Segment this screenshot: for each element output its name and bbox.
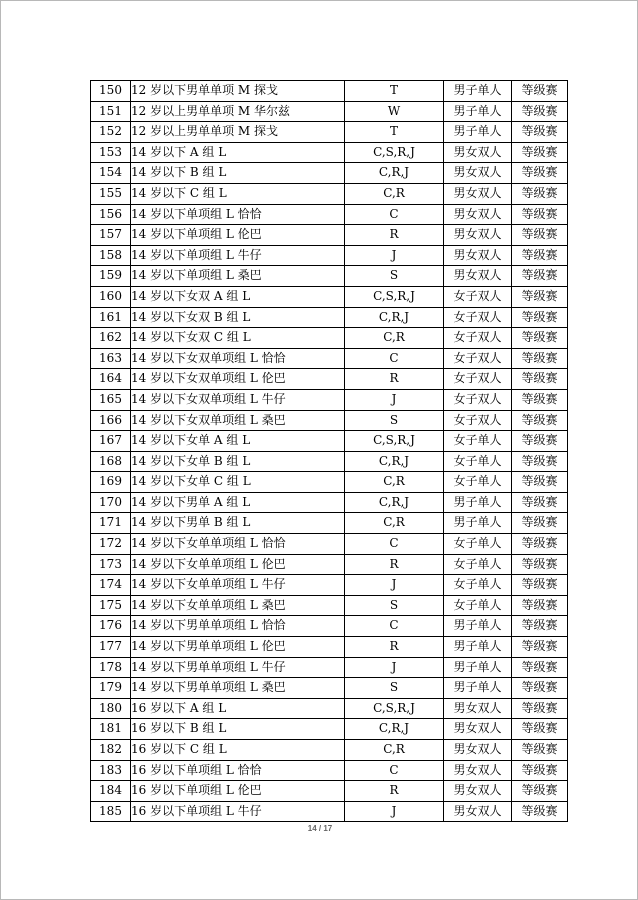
table-row — [91, 307, 568, 328]
event-number-cell: 182 — [91, 740, 131, 761]
competition-level-cell: 等级赛 — [512, 101, 568, 122]
dances-cell: J — [345, 657, 444, 678]
dances-cell: C,R,J — [345, 163, 444, 184]
competition-level-cell: 等级赛 — [512, 760, 568, 781]
table-row — [91, 492, 568, 513]
table-row — [91, 740, 568, 761]
dances-cell: C,S,R,J — [345, 698, 444, 719]
dances-cell: C,R,J — [345, 719, 444, 740]
table-row — [91, 410, 568, 431]
competition-level-cell: 等级赛 — [512, 678, 568, 699]
competition-level-cell: 等级赛 — [512, 637, 568, 658]
entry-type-cell: 男子单人 — [444, 678, 512, 699]
event-name-cell: 14 岁以下男单单项组 L 恰恰 — [131, 616, 345, 637]
event-name-cell: 14 岁以下单项组 L 牛仔 — [131, 245, 345, 266]
table-row — [91, 431, 568, 452]
event-name-cell: 14 岁以下女单单项组 L 牛仔 — [131, 575, 345, 596]
event-name-cell: 16 岁以下单项组 L 伦巴 — [131, 781, 345, 802]
table-row — [91, 472, 568, 493]
event-number-cell: 164 — [91, 369, 131, 390]
entry-type-cell: 女子单人 — [444, 431, 512, 452]
competition-level-cell: 等级赛 — [512, 410, 568, 431]
entry-type-cell: 男子单人 — [444, 122, 512, 143]
table-row — [91, 595, 568, 616]
dances-cell: J — [345, 575, 444, 596]
entry-type-cell: 女子单人 — [444, 451, 512, 472]
entry-type-cell: 男女双人 — [444, 204, 512, 225]
event-name-cell: 16 岁以下单项组 L 恰恰 — [131, 760, 345, 781]
entry-type-cell: 女子单人 — [444, 595, 512, 616]
competition-level-cell: 等级赛 — [512, 451, 568, 472]
event-name-cell: 14 岁以下单项组 L 恰恰 — [131, 204, 345, 225]
competition-level-cell: 等级赛 — [512, 513, 568, 534]
event-name-cell: 14 岁以下女双单项组 L 恰恰 — [131, 348, 345, 369]
event-number-cell: 155 — [91, 183, 131, 204]
event-name-cell: 14 岁以下女单单项组 L 伦巴 — [131, 554, 345, 575]
event-name-cell: 14 岁以下女双 C 组 L — [131, 328, 345, 349]
entry-type-cell: 男女双人 — [444, 266, 512, 287]
dances-cell: J — [345, 389, 444, 410]
entry-type-cell: 男子单人 — [444, 513, 512, 534]
event-name-cell: 12 岁以上男单单项 M 华尔兹 — [131, 101, 345, 122]
event-number-cell: 174 — [91, 575, 131, 596]
dances-cell: S — [345, 266, 444, 287]
event-number-cell: 170 — [91, 492, 131, 513]
event-number-cell: 175 — [91, 595, 131, 616]
event-number-cell: 153 — [91, 142, 131, 163]
competition-level-cell: 等级赛 — [512, 431, 568, 452]
entry-type-cell: 男女双人 — [444, 801, 512, 822]
table-row — [91, 698, 568, 719]
event-number-cell: 176 — [91, 616, 131, 637]
entry-type-cell: 女子单人 — [444, 472, 512, 493]
event-number-cell: 169 — [91, 472, 131, 493]
table-row — [91, 245, 568, 266]
competition-level-cell: 等级赛 — [512, 781, 568, 802]
competition-level-cell: 等级赛 — [512, 698, 568, 719]
event-number-cell: 152 — [91, 122, 131, 143]
competition-level-cell: 等级赛 — [512, 348, 568, 369]
event-number-cell: 168 — [91, 451, 131, 472]
event-number-cell: 178 — [91, 657, 131, 678]
event-name-cell: 14 岁以下单项组 L 伦巴 — [131, 225, 345, 246]
event-number-cell: 184 — [91, 781, 131, 802]
competition-level-cell: 等级赛 — [512, 266, 568, 287]
event-number-cell: 180 — [91, 698, 131, 719]
table-row — [91, 637, 568, 658]
competition-level-cell: 等级赛 — [512, 369, 568, 390]
competition-level-cell: 等级赛 — [512, 245, 568, 266]
table-row — [91, 266, 568, 287]
entry-type-cell: 女子双人 — [444, 348, 512, 369]
dances-cell: T — [345, 122, 444, 143]
event-name-cell: 14 岁以下女双 B 组 L — [131, 307, 345, 328]
table-row — [91, 513, 568, 534]
entry-type-cell: 男子单人 — [444, 492, 512, 513]
event-name-cell: 14 岁以下 A 组 L — [131, 142, 345, 163]
competition-level-cell: 等级赛 — [512, 81, 568, 102]
dances-cell: R — [345, 225, 444, 246]
event-name-cell: 16 岁以下单项组 L 牛仔 — [131, 801, 345, 822]
entry-type-cell: 女子双人 — [444, 410, 512, 431]
dances-cell: C,R — [345, 472, 444, 493]
event-name-cell: 16 岁以下 A 组 L — [131, 698, 345, 719]
dances-cell: C,S,R,J — [345, 286, 444, 307]
entry-type-cell: 男子单人 — [444, 81, 512, 102]
competition-level-cell: 等级赛 — [512, 801, 568, 822]
event-number-cell: 154 — [91, 163, 131, 184]
entry-type-cell: 男女双人 — [444, 142, 512, 163]
table-row — [91, 163, 568, 184]
competition-level-cell: 等级赛 — [512, 122, 568, 143]
entry-type-cell: 女子双人 — [444, 286, 512, 307]
dances-cell: J — [345, 801, 444, 822]
event-name-cell: 14 岁以下男单 A 组 L — [131, 492, 345, 513]
entry-type-cell: 女子单人 — [444, 534, 512, 555]
event-name-cell: 14 岁以下男单单项组 L 伦巴 — [131, 637, 345, 658]
table-row — [91, 348, 568, 369]
dances-cell: R — [345, 369, 444, 390]
entry-type-cell: 女子双人 — [444, 389, 512, 410]
event-number-cell: 160 — [91, 286, 131, 307]
entry-type-cell: 男女双人 — [444, 183, 512, 204]
dances-cell: C — [345, 534, 444, 555]
event-name-cell: 14 岁以下女单 C 组 L — [131, 472, 345, 493]
event-number-cell: 165 — [91, 389, 131, 410]
event-name-cell: 12 岁以上男单单项 M 探戈 — [131, 122, 345, 143]
competition-level-cell: 等级赛 — [512, 225, 568, 246]
event-name-cell: 14 岁以下女单 A 组 L — [131, 431, 345, 452]
table-row — [91, 781, 568, 802]
competition-level-cell: 等级赛 — [512, 389, 568, 410]
dances-cell: C,R — [345, 740, 444, 761]
dances-cell: C — [345, 204, 444, 225]
table-row — [91, 204, 568, 225]
competition-level-cell: 等级赛 — [512, 554, 568, 575]
competition-level-cell: 等级赛 — [512, 472, 568, 493]
dances-cell: C,R,J — [345, 492, 444, 513]
event-number-cell: 162 — [91, 328, 131, 349]
table-row — [91, 801, 568, 822]
table-row — [91, 225, 568, 246]
dances-cell: C,S,R,J — [345, 142, 444, 163]
dances-cell: R — [345, 637, 444, 658]
entry-type-cell: 男女双人 — [444, 163, 512, 184]
event-number-cell: 156 — [91, 204, 131, 225]
event-name-cell: 14 岁以下女单单项组 L 桑巴 — [131, 595, 345, 616]
event-name-cell: 14 岁以下女单单项组 L 恰恰 — [131, 534, 345, 555]
entry-type-cell: 男子单人 — [444, 101, 512, 122]
dances-cell: C,R,J — [345, 451, 444, 472]
table-row — [91, 678, 568, 699]
entry-type-cell: 男女双人 — [444, 740, 512, 761]
competition-level-cell: 等级赛 — [512, 534, 568, 555]
event-name-cell: 14 岁以下女双 A 组 L — [131, 286, 345, 307]
entry-type-cell: 男女双人 — [444, 781, 512, 802]
dances-cell: C,R — [345, 183, 444, 204]
competition-level-cell: 等级赛 — [512, 657, 568, 678]
entry-type-cell: 男子单人 — [444, 616, 512, 637]
entry-type-cell: 男子单人 — [444, 657, 512, 678]
event-number-cell: 179 — [91, 678, 131, 699]
table-row — [91, 142, 568, 163]
dances-cell: S — [345, 595, 444, 616]
dances-cell: C — [345, 760, 444, 781]
event-name-cell: 16 岁以下 C 组 L — [131, 740, 345, 761]
events-table — [90, 80, 568, 822]
event-number-cell: 171 — [91, 513, 131, 534]
event-number-cell: 159 — [91, 266, 131, 287]
event-name-cell: 14 岁以下男单单项组 L 牛仔 — [131, 657, 345, 678]
event-number-cell: 163 — [91, 348, 131, 369]
competition-level-cell: 等级赛 — [512, 142, 568, 163]
entry-type-cell: 男女双人 — [444, 245, 512, 266]
table-row — [91, 389, 568, 410]
entry-type-cell: 女子单人 — [444, 575, 512, 596]
entry-type-cell: 女子双人 — [444, 369, 512, 390]
entry-type-cell: 男女双人 — [444, 760, 512, 781]
dances-cell: C,R — [345, 513, 444, 534]
event-name-cell: 14 岁以下女单 B 组 L — [131, 451, 345, 472]
event-name-cell: 14 岁以下单项组 L 桑巴 — [131, 266, 345, 287]
table-row — [91, 534, 568, 555]
events-table-body — [91, 81, 568, 822]
event-name-cell: 12 岁以下男单单项 M 探戈 — [131, 81, 345, 102]
table-row — [91, 81, 568, 102]
entry-type-cell: 女子双人 — [444, 328, 512, 349]
table-row — [91, 616, 568, 637]
event-number-cell: 151 — [91, 101, 131, 122]
event-number-cell: 166 — [91, 410, 131, 431]
table-row — [91, 369, 568, 390]
competition-level-cell: 等级赛 — [512, 719, 568, 740]
competition-level-cell: 等级赛 — [512, 492, 568, 513]
dances-cell: C,S,R,J — [345, 431, 444, 452]
competition-level-cell: 等级赛 — [512, 204, 568, 225]
entry-type-cell: 女子双人 — [444, 307, 512, 328]
event-number-cell: 167 — [91, 431, 131, 452]
dances-cell: C — [345, 616, 444, 637]
dances-cell: J — [345, 245, 444, 266]
entry-type-cell: 男女双人 — [444, 719, 512, 740]
table-row — [91, 719, 568, 740]
event-number-cell: 183 — [91, 760, 131, 781]
competition-level-cell: 等级赛 — [512, 183, 568, 204]
event-name-cell: 14 岁以下男单单项组 L 桑巴 — [131, 678, 345, 699]
event-name-cell: 14 岁以下女双单项组 L 牛仔 — [131, 389, 345, 410]
table-row — [91, 328, 568, 349]
event-number-cell: 185 — [91, 801, 131, 822]
competition-level-cell: 等级赛 — [512, 595, 568, 616]
event-name-cell: 14 岁以下 B 组 L — [131, 163, 345, 184]
competition-level-cell: 等级赛 — [512, 740, 568, 761]
event-number-cell: 158 — [91, 245, 131, 266]
dances-cell: C — [345, 348, 444, 369]
table-row — [91, 183, 568, 204]
entry-type-cell: 男子单人 — [444, 637, 512, 658]
table-row — [91, 554, 568, 575]
event-number-cell: 173 — [91, 554, 131, 575]
table-row — [91, 101, 568, 122]
event-number-cell: 161 — [91, 307, 131, 328]
table-row — [91, 657, 568, 678]
event-name-cell: 14 岁以下男单 B 组 L — [131, 513, 345, 534]
table-row — [91, 122, 568, 143]
event-number-cell: 157 — [91, 225, 131, 246]
event-number-cell: 172 — [91, 534, 131, 555]
event-number-cell: 150 — [91, 81, 131, 102]
entry-type-cell: 男女双人 — [444, 225, 512, 246]
entry-type-cell: 男女双人 — [444, 698, 512, 719]
competition-level-cell: 等级赛 — [512, 286, 568, 307]
table-row — [91, 760, 568, 781]
event-name-cell: 14 岁以下 C 组 L — [131, 183, 345, 204]
dances-cell: T — [345, 81, 444, 102]
table-row — [91, 575, 568, 596]
event-name-cell: 14 岁以下女双单项组 L 桑巴 — [131, 410, 345, 431]
competition-level-cell: 等级赛 — [512, 328, 568, 349]
event-name-cell: 16 岁以下 B 组 L — [131, 719, 345, 740]
dances-cell: R — [345, 554, 444, 575]
dances-cell: S — [345, 678, 444, 699]
event-number-cell: 177 — [91, 637, 131, 658]
competition-level-cell: 等级赛 — [512, 575, 568, 596]
dances-cell: S — [345, 410, 444, 431]
competition-level-cell: 等级赛 — [512, 307, 568, 328]
entry-type-cell: 女子单人 — [444, 554, 512, 575]
dances-cell: C,R,J — [345, 307, 444, 328]
dances-cell: R — [345, 781, 444, 802]
table-row — [91, 286, 568, 307]
competition-level-cell: 等级赛 — [512, 163, 568, 184]
dances-cell: C,R — [345, 328, 444, 349]
event-number-cell: 181 — [91, 719, 131, 740]
page-number: 14 / 17 — [307, 824, 333, 833]
dances-cell: W — [345, 101, 444, 122]
event-name-cell: 14 岁以下女双单项组 L 伦巴 — [131, 369, 345, 390]
competition-level-cell: 等级赛 — [512, 616, 568, 637]
table-row — [91, 451, 568, 472]
